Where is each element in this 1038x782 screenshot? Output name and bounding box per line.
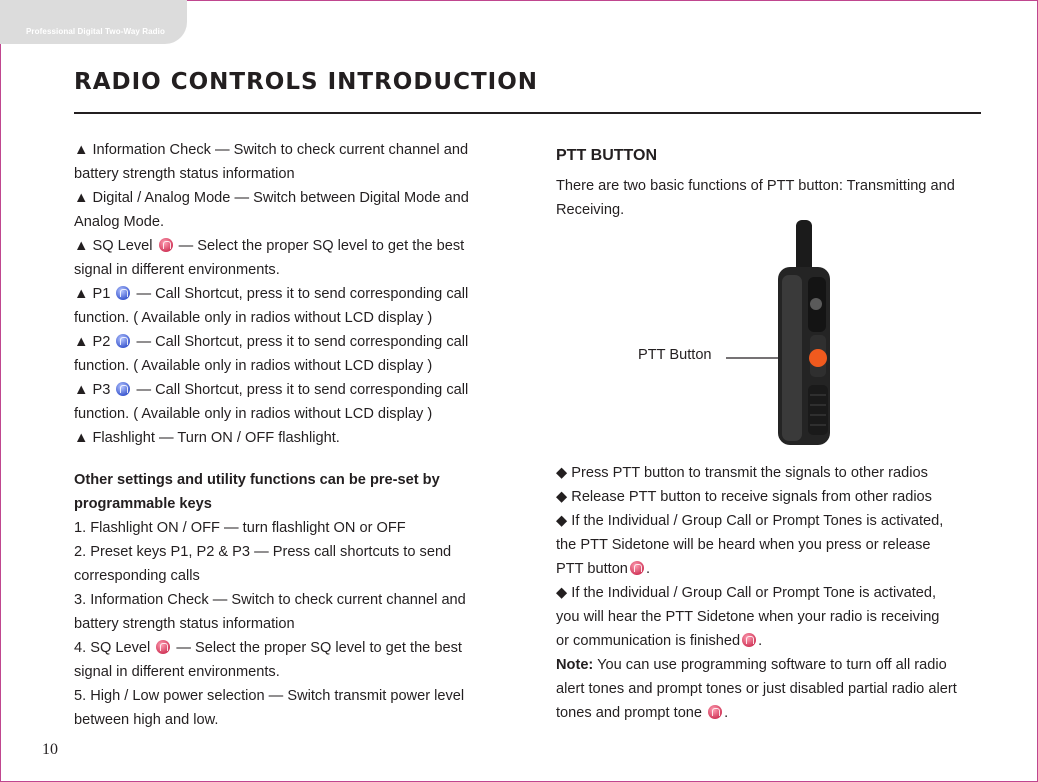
ptt-button-label: PTT Button	[638, 347, 712, 363]
sq-desc: — Select the proper SQ level to get the best	[178, 238, 465, 254]
sq-key-icon	[159, 238, 173, 252]
text-line: signal in different environments.	[74, 664, 280, 680]
text-line: battery strength status information	[74, 166, 295, 182]
note-text: tones and prompt tone	[556, 705, 703, 721]
text-line: 1. Flashlight ON / OFF — turn flashlight ON or OFF	[74, 520, 406, 536]
text-line: function. ( Available only in radios without LCD display )	[74, 358, 433, 374]
p1-label: ▲ P1	[74, 286, 111, 302]
list-item: ◆ Press PTT button to transmit the signals to other radios	[556, 465, 928, 481]
text-line: corresponding calls	[74, 568, 200, 584]
list-item: the PTT Sidetone will be heard when you press or release	[556, 537, 931, 553]
p3-label: ▲ P3	[74, 382, 111, 398]
sq-label: ▲ SQ Level	[74, 238, 153, 254]
text-line	[74, 234, 514, 258]
text-line: 5. High / Low power selection — Switch transmit power level	[74, 688, 465, 704]
text-line: Receiving.	[556, 202, 625, 218]
p2-key-icon	[116, 334, 130, 348]
tone-key-icon	[708, 705, 722, 719]
brand-label: Professional Digital Two-Way Radio	[26, 27, 165, 36]
text-line: ▲ Flashlight — Turn ON / OFF flashlight.	[74, 430, 340, 446]
title-rule	[74, 112, 981, 114]
text-line	[74, 378, 514, 402]
note-line: tones and prompt tone .	[556, 705, 729, 721]
p1-desc: — Call Shortcut, press it to send corresponding call	[136, 286, 469, 302]
list-text: PTT button	[556, 561, 628, 577]
p3-desc: — Call Shortcut, press it to send corresponding call	[136, 382, 469, 398]
text-line: There are two basic functions of PTT button: Transmitting and	[556, 178, 955, 194]
ptt-heading: PTT BUTTON	[556, 147, 658, 164]
page-title: RADIO CONTROLS INTRODUCTION	[74, 69, 539, 95]
ptt-button-dot	[809, 349, 827, 367]
p2-label: ▲ P2	[74, 334, 111, 350]
note-line: alert tones and prompt tones or just disabled partial radio alert	[556, 681, 957, 697]
list-item: or communication is finished .	[556, 633, 763, 649]
ptt-bullets	[556, 461, 988, 725]
text-line: battery strength status information	[74, 616, 295, 632]
tone-key-icon	[742, 633, 756, 647]
text-line: function. ( Available only in radios without LCD display )	[74, 406, 433, 422]
text-line: 2. Preset keys P1, P2 & P3 — Press call shortcuts to send	[74, 544, 452, 560]
settings-heading: Other settings and utility functions can be pre-set by	[74, 472, 440, 488]
sq-key-icon	[156, 640, 170, 654]
text-line: ▲ Information Check — Switch to check current channel and	[74, 142, 469, 158]
settings-heading: programmable keys	[74, 496, 212, 512]
text-line: ▲ Digital / Analog Mode — Switch between Digital Mode and	[74, 190, 469, 206]
text-line: Analog Mode.	[74, 214, 165, 230]
note-label: Note:	[556, 657, 594, 673]
text-line	[74, 282, 514, 306]
tone-key-icon	[630, 561, 644, 575]
page-number: 10	[42, 741, 58, 758]
text-line	[74, 636, 514, 660]
text-line: between high and low.	[74, 712, 219, 728]
left-column	[74, 138, 514, 732]
sq-label: 4. SQ Level	[74, 640, 151, 656]
text-line: 3. Information Check — Switch to check current channel and	[74, 592, 466, 608]
list-item: ◆ Release PTT button to receive signals from other radios	[556, 489, 932, 505]
list-text: or communication is finished	[556, 633, 741, 649]
radio-figure	[556, 215, 986, 450]
text-line: function. ( Available only in radios without LCD display )	[74, 310, 433, 326]
text-line: signal in different environments.	[74, 262, 280, 278]
sq-desc: — Select the proper SQ level to get the best	[176, 640, 462, 656]
list-item: you will hear the PTT Sidetone when your radio is receiving	[556, 609, 940, 625]
p1-key-icon	[116, 286, 130, 300]
right-column	[556, 138, 988, 222]
note-line	[556, 653, 988, 677]
note-text: You can use programming software to turn off all radio	[597, 657, 947, 673]
radio-illustration	[556, 215, 986, 450]
list-item: PTT button .	[556, 561, 650, 577]
text-line	[74, 330, 514, 354]
list-item: ◆ If the Individual / Group Call or Prompt Tones is activated,	[556, 513, 944, 529]
list-item: ◆ If the Individual / Group Call or Prompt Tone is activated,	[556, 585, 937, 601]
p3-key-icon	[116, 382, 130, 396]
p2-desc: — Call Shortcut, press it to send corresponding call	[136, 334, 469, 350]
header-tab	[0, 0, 187, 44]
